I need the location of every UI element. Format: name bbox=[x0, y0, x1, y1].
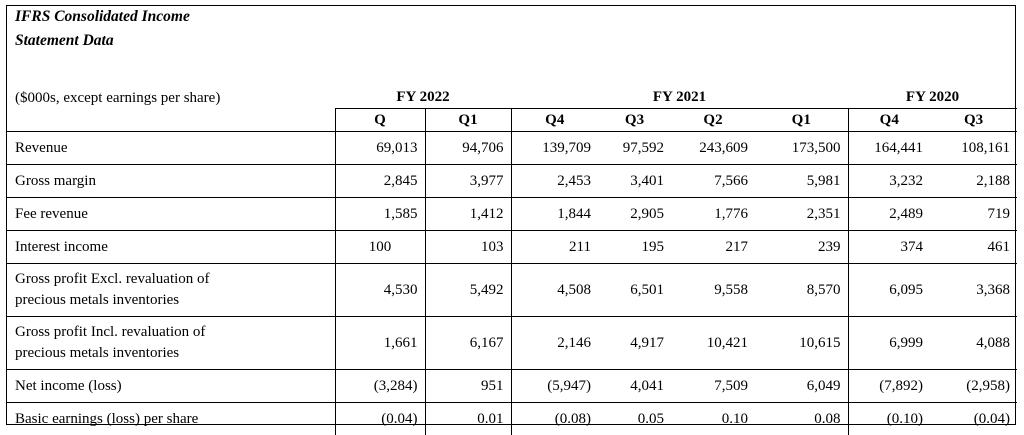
table-cell: (0.04) bbox=[335, 403, 425, 435]
row-label: Gross margin bbox=[6, 165, 335, 198]
table-row bbox=[6, 231, 1017, 264]
table-cell: 195 bbox=[598, 231, 671, 264]
row-label-line1: Gross profit Excl. revaluation of bbox=[15, 269, 335, 290]
table-cell: 951 bbox=[425, 370, 511, 403]
row-label: Fee revenue bbox=[6, 198, 335, 231]
table-cell: 7,566 bbox=[671, 165, 755, 198]
table-cell: (7,892) bbox=[848, 370, 930, 403]
row-label: Revenue bbox=[6, 132, 335, 165]
table-cell: 2,905 bbox=[598, 198, 671, 231]
table-cell: (2,958) bbox=[930, 370, 1017, 403]
income-statement-table bbox=[6, 5, 1017, 435]
table-cell: (0.08) bbox=[511, 403, 598, 435]
table-cell: 1,844 bbox=[511, 198, 598, 231]
table-row bbox=[6, 264, 1017, 317]
table-cell: 4,041 bbox=[598, 370, 671, 403]
table-cell: 100 bbox=[335, 231, 425, 264]
table-cell: 9,558 bbox=[671, 264, 755, 317]
table-cell: 461 bbox=[930, 231, 1017, 264]
table-cell: 2,453 bbox=[511, 165, 598, 198]
table-cell: 239 bbox=[755, 231, 848, 264]
table-cell: 10,615 bbox=[755, 317, 848, 370]
table-cell: 4,530 bbox=[335, 264, 425, 317]
table-cell: 4,088 bbox=[930, 317, 1017, 370]
table-cell: 2,845 bbox=[335, 165, 425, 198]
row-label-line1: Gross profit Incl. revaluation of bbox=[15, 322, 335, 343]
table-cell: 7,509 bbox=[671, 370, 755, 403]
table-title-line1: IFRS Consolidated Income bbox=[6, 5, 1017, 29]
row-label-line2: precious metals inventories bbox=[15, 290, 335, 311]
table-cell: 103 bbox=[425, 231, 511, 264]
table-cell: 5,981 bbox=[755, 165, 848, 198]
table-cell: 108,161 bbox=[930, 132, 1017, 165]
table-row bbox=[6, 370, 1017, 403]
table-row bbox=[6, 403, 1017, 435]
table-cell: 211 bbox=[511, 231, 598, 264]
table-cell: 173,500 bbox=[755, 132, 848, 165]
table-row bbox=[6, 198, 1017, 231]
table-cell: 1,412 bbox=[425, 198, 511, 231]
row-label: Interest income bbox=[6, 231, 335, 264]
quarter-header: Q3 bbox=[930, 109, 1017, 132]
table-cell: 217 bbox=[671, 231, 755, 264]
quarter-header: Q2 bbox=[671, 109, 755, 132]
table-cell: 2,146 bbox=[511, 317, 598, 370]
table-cell: 6,095 bbox=[848, 264, 930, 317]
fiscal-year-header: FY 2020 bbox=[848, 80, 1017, 109]
table-cell: 0.08 bbox=[755, 403, 848, 435]
table-row bbox=[6, 132, 1017, 165]
table-cell: 0.10 bbox=[671, 403, 755, 435]
quarter-header: Q4 bbox=[848, 109, 930, 132]
quarter-header: Q1 bbox=[425, 109, 511, 132]
table-cell: (0.10) bbox=[848, 403, 930, 435]
table-cell: 6,999 bbox=[848, 317, 930, 370]
table-cell: 3,368 bbox=[930, 264, 1017, 317]
table-cell: 3,401 bbox=[598, 165, 671, 198]
row-label: Basic earnings (loss) per share bbox=[6, 403, 335, 435]
table-cell: 1,661 bbox=[335, 317, 425, 370]
table-cell: 10,421 bbox=[671, 317, 755, 370]
quarter-header: Q4 bbox=[511, 109, 598, 132]
table-cell: (3,284) bbox=[335, 370, 425, 403]
units-note: ($000s, except earnings per share) bbox=[6, 80, 335, 109]
quarter-header: Q1 bbox=[755, 109, 848, 132]
table-cell: 2,489 bbox=[848, 198, 930, 231]
table-cell: 4,508 bbox=[511, 264, 598, 317]
table-cell: 243,609 bbox=[671, 132, 755, 165]
quarter-header: Q3 bbox=[598, 109, 671, 132]
table-row bbox=[6, 317, 1017, 370]
table-cell: 3,977 bbox=[425, 165, 511, 198]
fiscal-year-header: FY 2022 bbox=[335, 80, 511, 109]
table-cell: 164,441 bbox=[848, 132, 930, 165]
header-blank bbox=[6, 109, 335, 132]
spacer bbox=[6, 53, 1017, 80]
table-cell: 0.05 bbox=[598, 403, 671, 435]
table-cell: (5,947) bbox=[511, 370, 598, 403]
table-cell: 719 bbox=[930, 198, 1017, 231]
table-cell: 3,232 bbox=[848, 165, 930, 198]
table-cell: 2,351 bbox=[755, 198, 848, 231]
table-cell: 6,049 bbox=[755, 370, 848, 403]
table-row bbox=[6, 165, 1017, 198]
table-cell: 6,501 bbox=[598, 264, 671, 317]
fiscal-year-header: FY 2021 bbox=[511, 80, 848, 109]
table-cell: 94,706 bbox=[425, 132, 511, 165]
quarter-header: Q bbox=[335, 109, 425, 132]
row-label: Net income (loss) bbox=[6, 370, 335, 403]
table-cell: 5,492 bbox=[425, 264, 511, 317]
table-cell: 69,013 bbox=[335, 132, 425, 165]
table-cell: 139,709 bbox=[511, 132, 598, 165]
table-cell: 97,592 bbox=[598, 132, 671, 165]
table-cell: 1,585 bbox=[335, 198, 425, 231]
table-cell: 6,167 bbox=[425, 317, 511, 370]
table-cell: (0.04) bbox=[930, 403, 1017, 435]
table-cell: 1,776 bbox=[671, 198, 755, 231]
table-cell: 2,188 bbox=[930, 165, 1017, 198]
table-title-line2: Statement Data bbox=[6, 29, 1017, 53]
table-cell: 0.01 bbox=[425, 403, 511, 435]
table-cell: 374 bbox=[848, 231, 930, 264]
table-cell: 8,570 bbox=[755, 264, 848, 317]
row-label-line2: precious metals inventories bbox=[15, 343, 335, 364]
row-label bbox=[6, 317, 335, 370]
table-cell: 4,917 bbox=[598, 317, 671, 370]
row-label bbox=[6, 264, 335, 317]
